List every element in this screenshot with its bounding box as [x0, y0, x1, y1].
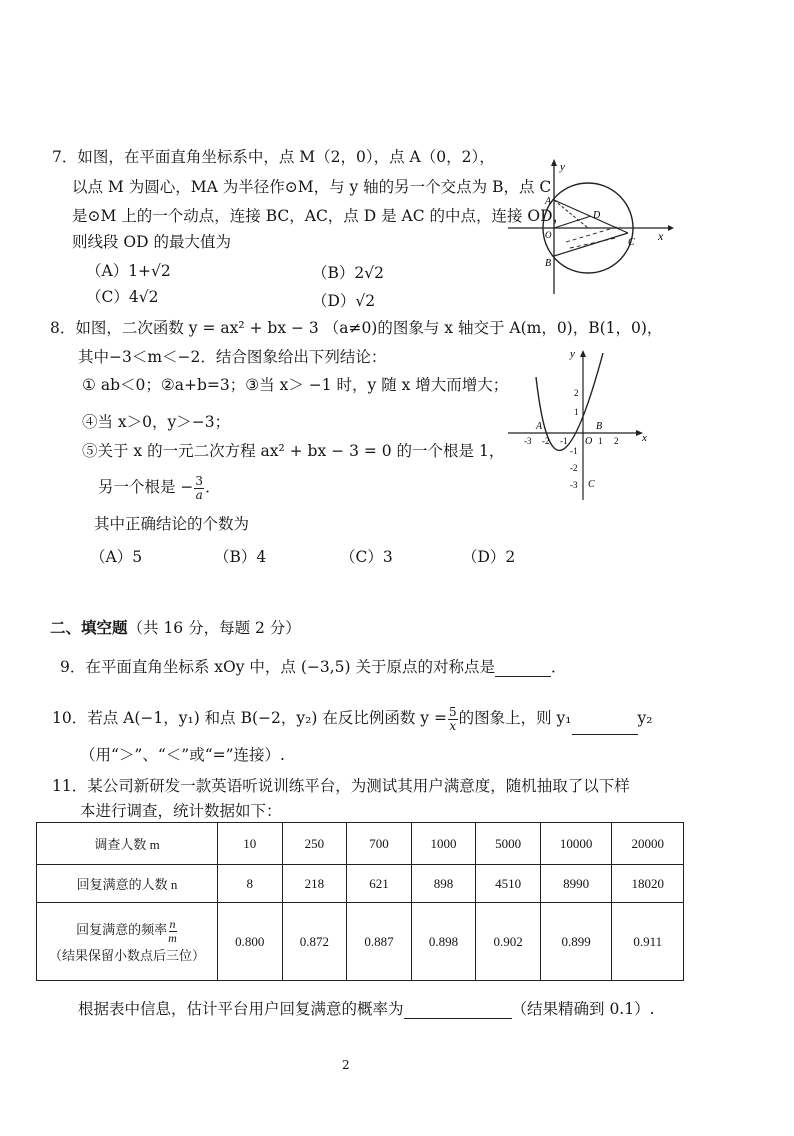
table-cell: 621 [347, 865, 412, 903]
q11-survey-table [36, 822, 684, 981]
q8-label-b: B [596, 421, 603, 432]
table-cell: 0.902 [476, 903, 541, 981]
q9-text: 9．在平面直角坐标系 xOy 中，点 (−3,5) 关于原点的对称点是 [60, 658, 496, 676]
table-cell: 10 [218, 823, 283, 865]
q10-fraction-den: x [449, 718, 457, 733]
q7-label-x: x [658, 229, 664, 243]
q8-label-o: O [585, 436, 593, 447]
section-2-title: 二、填空题 [50, 619, 128, 637]
frequency-header-text: 回复满意的频率 [76, 922, 168, 938]
q8-xtick: -2 [542, 436, 550, 446]
q8-xtick: 2 [614, 436, 619, 446]
q7-line-1: 7．如图，在平面直角坐标系中，点 M（2，0），点 A（0，2）， [52, 148, 495, 166]
q11-after-end: （结果精确到 0.1）. [511, 1000, 655, 1018]
table-cell: 0.911 [612, 903, 684, 981]
q7-option-b: （B）2√2 [312, 264, 384, 282]
q8-ytick: -1 [570, 446, 578, 456]
table-row [37, 903, 684, 981]
table-cell: 898 [411, 865, 476, 903]
q7-label-y: y [560, 161, 565, 173]
q8-fraction [194, 475, 204, 502]
table-cell: 0.872 [282, 903, 347, 981]
q8-line-7: 其中正确结论的个数为 [94, 515, 250, 533]
q8-xtick: -1 [560, 436, 568, 446]
q8-line-6-end: ． [205, 478, 221, 496]
table-cell: 20000 [612, 823, 684, 865]
q7-figure [508, 158, 678, 298]
table-row-header: 回复满意的人数 n [37, 865, 218, 903]
page-number: 2 [342, 1058, 350, 1072]
table-cell: 10000 [540, 823, 612, 865]
table-row-header [37, 903, 218, 981]
table-cell: 250 [282, 823, 347, 865]
table-cell: 0.887 [347, 903, 412, 981]
q8-xtick: 1 [598, 436, 603, 446]
table-cell: 4510 [476, 865, 541, 903]
table-row [37, 865, 684, 903]
q7-segment-bc [554, 233, 628, 256]
q8-line-3: ① ab＜0；②a+b=3；③当 x＞ −1 时，y 随 x 增大而增大； [82, 376, 509, 394]
table-cell: 0.800 [218, 903, 283, 981]
q8-ytick: -2 [570, 463, 578, 473]
table-row [37, 823, 684, 865]
q7-label-a: A [545, 196, 552, 207]
q8-ytick: -3 [570, 480, 578, 490]
q8-xtick: -3 [524, 436, 532, 446]
q8-option-c: （C）3 [340, 548, 393, 566]
q11-answer-blank[interactable] [404, 1000, 512, 1019]
q9-answer-blank[interactable] [495, 658, 551, 677]
table-cell: 218 [282, 865, 347, 903]
q9-end: ． [551, 658, 567, 676]
q7-option-a: （A）1+√2 [86, 262, 171, 280]
q7-line-4: 则线段 OD 的最大值为 [72, 233, 231, 251]
q8-label-y: y [570, 348, 575, 360]
q8-line-5: ⑤关于 x 的一元二次方程 ax² + bx − 3 = 0 的一个根是 1， [82, 442, 505, 460]
q8-label-c: C [588, 479, 595, 490]
q8-ytick: 1 [574, 407, 579, 417]
q8-line-1: 8．如图，二次函数 y = ax² + bx − 3 （a≠0)的图象与 x 轴交于 A(m，0)，B(1，0)， [50, 319, 663, 337]
q7-label-o: O [545, 230, 552, 240]
table-cell: 8990 [540, 865, 612, 903]
q7-label-d: D [593, 210, 601, 221]
q7-x-arrow [668, 225, 674, 231]
table-cell: 700 [347, 823, 412, 865]
q9-line [60, 657, 567, 677]
frequency-header [37, 916, 217, 945]
q7-label-b: B [545, 258, 552, 269]
table-cell: 18020 [612, 865, 684, 903]
q8-option-a: （A）5 [90, 548, 143, 566]
q11-line-1: 11．某公司新研发一款英语听说训练平台，为测试其用户满意度，随机抽取了以下样 [52, 777, 630, 795]
q7-line-3: 是⊙M 上的一个动点，连接 BC，AC，点 D 是 AC 的中点，连接 OD， [72, 207, 569, 225]
q8-line-4: ④当 x＞0，y＞−3； [82, 413, 231, 431]
q8-line-2: 其中−3＜m＜−2．结合图象给出下列结论： [78, 348, 387, 366]
q10-text-mid: 的图象上，则 y₁ [458, 709, 572, 727]
frequency-fraction [168, 918, 177, 945]
section-2-header [50, 618, 301, 638]
q11-line-2: 本进行调查，统计数据如下： [80, 802, 282, 820]
q10-text: 10．若点 A(−1，y₁) 和点 B(−2，y₂) 在反比例函数 y = [52, 709, 447, 727]
q8-line-6-text: 另一个根是 − [98, 478, 194, 496]
q10-fraction-num: 5 [448, 704, 457, 719]
q7-label-c: C [628, 237, 635, 248]
q8-fraction-den: a [195, 487, 203, 502]
table-cell: 0.899 [540, 903, 612, 981]
table-cell: 1000 [411, 823, 476, 865]
q8-option-d: （D）2 [462, 548, 516, 566]
q8-figure [500, 345, 660, 505]
q10-answer-blank[interactable] [572, 714, 638, 735]
q7-segment-am [554, 200, 588, 228]
q10-line-1 [52, 701, 652, 735]
q7-option-d: （D）√2 [312, 292, 376, 310]
q10-line-2: （用“＞”、“＜”或“=”连接）. [80, 746, 285, 764]
q7-option-c: （C）4√2 [86, 288, 159, 306]
q10-text-end: y₂ [637, 709, 653, 727]
q8-fraction-num: 3 [195, 473, 204, 488]
q7-line-2: 以点 M 为圆心，MA 为半径作⊙M，与 y 轴的另一个交点为 B，点 C [72, 178, 552, 196]
frequency-fraction-den: m [168, 930, 177, 945]
q8-label-x: x [642, 432, 647, 444]
frequency-fraction-num: n [169, 916, 176, 931]
table-cell: 8 [218, 865, 283, 903]
table-row-header: 调查人数 m [37, 823, 218, 865]
q10-fraction [448, 706, 458, 733]
q7-y-arrow [551, 159, 557, 166]
q8-option-b: （B）4 [214, 548, 267, 566]
section-2-note: （共 16 分，每题 2 分） [127, 619, 301, 637]
q11-after-line [78, 999, 655, 1019]
table-cell: 0.898 [411, 903, 476, 981]
table-cell: 5000 [476, 823, 541, 865]
q8-ytick: 2 [574, 388, 579, 398]
frequency-header-note: （结果保留小数点后三位） [48, 947, 205, 963]
q8-line-6 [98, 470, 221, 504]
q8-label-a: A [536, 421, 543, 432]
q11-after-text: 根据表中信息，估计平台用户回复满意的概率为 [78, 1000, 404, 1018]
q8-y-arrow [580, 350, 586, 357]
